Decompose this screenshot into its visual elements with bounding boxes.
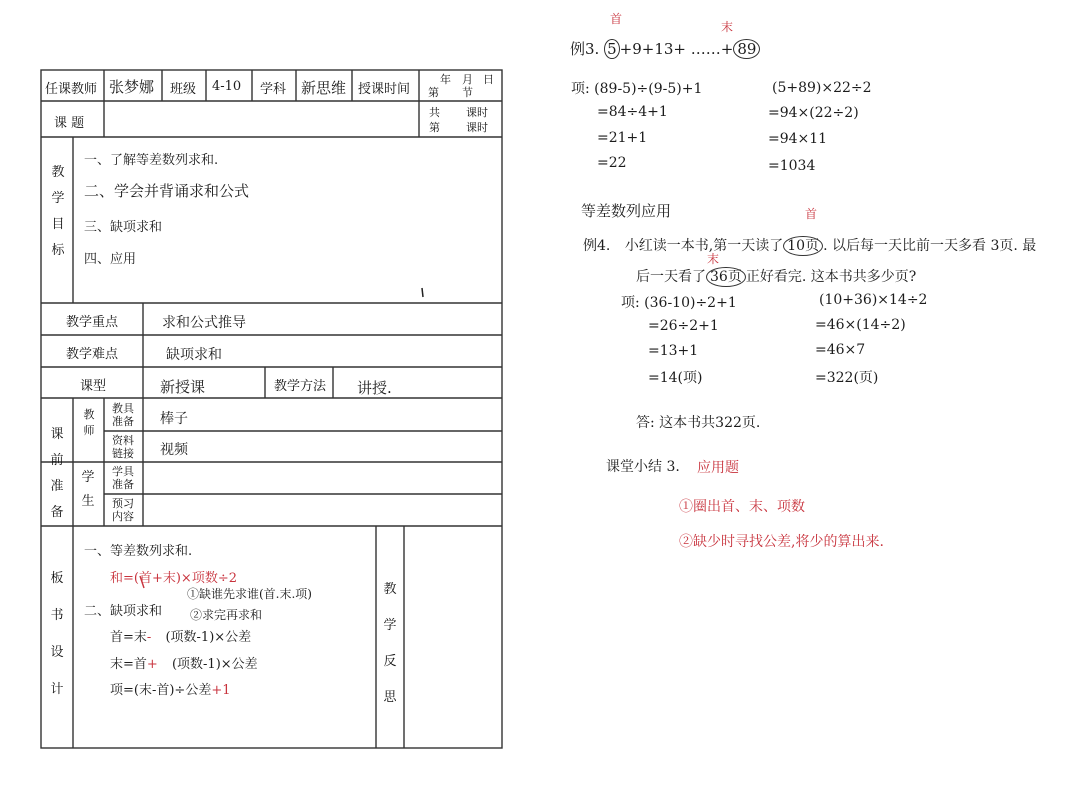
summary-topic: 应用题 bbox=[697, 460, 739, 476]
ex3-sum-line-1: (5+89)×22÷2 bbox=[772, 80, 872, 96]
time-period-prefix: 第 bbox=[428, 86, 439, 99]
method-label: 教学方法 bbox=[274, 379, 327, 394]
ex3-sum-line-2: =94×(22÷2) bbox=[768, 105, 859, 121]
key-point-value: 求和公式推导 bbox=[162, 315, 246, 331]
lesson-type-label: 课型 bbox=[80, 379, 107, 394]
time-period-suffix: 节 bbox=[462, 86, 473, 99]
time-day: 日 bbox=[483, 73, 494, 86]
key-point-label: 教学重点 bbox=[66, 315, 119, 330]
board-note-2: ②求完再求和 bbox=[190, 608, 263, 622]
period-current-suffix: 课时 bbox=[466, 121, 488, 134]
time-year: 年 bbox=[440, 73, 451, 86]
ex3-count-line-1: 项: (89-5)÷(9-5)+1 bbox=[571, 81, 703, 97]
goal-4: 四、应用 bbox=[84, 252, 137, 267]
ex4-count-line-2: =26÷2+1 bbox=[648, 318, 719, 334]
ex4-line-2: 后一天看了 36页 正好看完. 这本书共多少页? bbox=[636, 269, 917, 285]
ex4-tail-mark: 末 bbox=[707, 252, 720, 266]
tools-label: 教具 准备 bbox=[112, 402, 134, 428]
board-line-2: 二、缺项求和 bbox=[84, 604, 163, 619]
period-total-prefix: 共 bbox=[429, 106, 440, 119]
board-count-formula: 项=(末-首)÷公差+1 bbox=[110, 683, 231, 698]
method-value: 讲授. bbox=[357, 379, 392, 397]
ex4-count-line-4: =14(项) bbox=[648, 370, 703, 386]
goal-3: 三、缺项求和 bbox=[84, 220, 163, 235]
ex3-expression: 例3. 5 +9+13+ ……+ 89 bbox=[570, 38, 760, 59]
time-label: 授课时间 bbox=[358, 82, 411, 97]
summary-point-1: ①圈出首、末、项数 bbox=[679, 499, 805, 515]
goals-label: 教 学 目 标 bbox=[51, 165, 65, 258]
lesson-type-value: 新授课 bbox=[160, 378, 206, 396]
ex3-tail-mark: 末 bbox=[721, 20, 734, 34]
board-first-formula: 首=末- (项数-1)×公差 bbox=[110, 630, 252, 645]
ex3-count-line-3: =21+1 bbox=[597, 130, 648, 146]
ex4-head-mark: 首 bbox=[805, 207, 818, 221]
tools-value: 棒子 bbox=[160, 411, 188, 427]
ex4-answer: 答: 这本书共322页. bbox=[636, 415, 761, 431]
ex3-count-line-2: =84÷4+1 bbox=[597, 104, 668, 120]
ex4-count-line-3: =13+1 bbox=[648, 343, 699, 359]
ex3-sum-line-4: =1034 bbox=[768, 158, 816, 174]
teacher-group-label: 教 师 bbox=[83, 408, 95, 437]
class-value: 4-10 bbox=[212, 79, 242, 94]
period-current-prefix: 第 bbox=[429, 121, 440, 134]
topic-label: 课 题 bbox=[54, 116, 85, 131]
board-sum-formula: 和=(首+末)×项数÷2 bbox=[110, 571, 237, 586]
materials-value: 视频 bbox=[160, 442, 188, 458]
student-tools-label: 学具 准备 bbox=[112, 465, 134, 491]
ex3-count-line-4: =22 bbox=[597, 155, 627, 171]
board-label: 板 书 设 计 bbox=[50, 571, 64, 697]
ex3-sum-line-3: =94×11 bbox=[768, 131, 828, 147]
student-group-label: 学 生 bbox=[81, 470, 95, 509]
reflection-label: 教 学 反 思 bbox=[383, 582, 397, 705]
goal-1: 一、了解等差数列求和. bbox=[84, 153, 219, 168]
summary-point-2: ②缺少时寻找公差,将少的算出来. bbox=[679, 534, 884, 550]
preview-label: 预习 内容 bbox=[112, 497, 134, 523]
class-label: 班级 bbox=[170, 82, 197, 97]
difficulty-label: 教学难点 bbox=[66, 347, 119, 362]
ex4-sum-line-4: =322(页) bbox=[815, 370, 879, 386]
board-last-formula: 末=首+ (项数-1)×公差 bbox=[110, 657, 258, 672]
section-title: 等差数列应用 bbox=[581, 202, 672, 220]
teacher-label: 任课教师 bbox=[45, 82, 98, 97]
ex4-sum-line-1: (10+36)×14÷2 bbox=[819, 292, 928, 308]
ex4-line-1: 例4. 小红读一本书,第一天读了 10页 . 以后每一天比前一天多看 3页. 最 bbox=[583, 238, 1037, 254]
goal-2: 二、学会并背诵求和公式 bbox=[84, 182, 250, 200]
subject-value: 新思维 bbox=[301, 79, 347, 97]
ex4-sum-line-3: =46×7 bbox=[815, 342, 866, 358]
board-note-1: ①缺谁先求谁(首.末.项) bbox=[187, 587, 312, 601]
period-total-suffix: 课时 bbox=[466, 106, 488, 119]
teacher-value: 张梦娜 bbox=[109, 78, 155, 96]
summary-label: 课堂小结 3. bbox=[606, 459, 680, 475]
time-month: 月 bbox=[462, 73, 473, 86]
board-line-1: 一、等差数列求和. bbox=[84, 544, 193, 559]
ex3-head-mark: 首 bbox=[610, 12, 623, 26]
materials-label: 资料 链接 bbox=[112, 434, 134, 460]
ex4-sum-line-2: =46×(14÷2) bbox=[815, 317, 906, 333]
ex4-count-line-1: 项: (36-10)÷2+1 bbox=[621, 295, 737, 311]
difficulty-value: 缺项求和 bbox=[166, 347, 222, 363]
prep-label: 课 前 准 备 bbox=[50, 427, 64, 520]
subject-label: 学科 bbox=[260, 82, 287, 97]
